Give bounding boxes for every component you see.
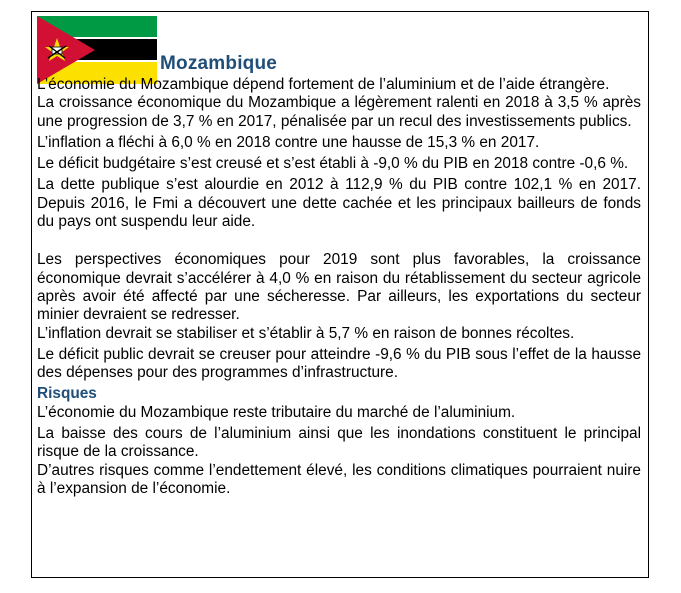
section-heading: Risques bbox=[37, 385, 97, 403]
country-title: Mozambique bbox=[160, 53, 278, 74]
paragraph: L’inflation devrait se stabiliser et s’établir à 5,7 % en raison de bonnes récoltes. bbox=[37, 324, 575, 342]
mozambique-flag-icon bbox=[37, 16, 157, 84]
paragraph: La baisse des cours de l’aluminium ainsi que les inondations constituent le principal risque de la croissance. bbox=[37, 425, 641, 461]
paragraph: La croissance économique du Mozambique a légèrement ralenti en 2018 à 3,5 % après une progression de 3,7 % en 2017, pénalisée par un recul des investissements publics. bbox=[37, 94, 641, 130]
paragraph: L’inflation a fléchi à 6,0 % en 2018 contre une hausse de 15,3 % en 2017. bbox=[37, 133, 540, 151]
paragraph: Les perspectives économiques pour 2019 sont plus favorables, la croissance économique devrait s’accélérer à 4,0 % en raison du rétablissement du secteur agricole après avoir été affecté par une sécheresse. Par ailleurs, les exportations du secteur minier devraient se redresser. bbox=[37, 251, 641, 324]
spacer bbox=[37, 231, 641, 251]
paragraph: L’économie du Mozambique dépend fortement de l’aluminium et de l’aide étrangère. bbox=[37, 76, 610, 93]
paragraph: D’autres risques comme l’endettement élevé, les conditions climatiques pourraient nuire à l’expansion de l’économie. bbox=[37, 461, 641, 497]
paragraph: Le déficit budgétaire s’est creusé et s’est établi à -9,0 % du PIB en 2018 contre -0,6 %. bbox=[37, 155, 629, 173]
document-body bbox=[37, 76, 641, 498]
paragraph: L’économie du Mozambique reste tributaire du marché de l’aluminium. bbox=[37, 403, 516, 421]
paragraph: La dette publique s’est alourdie en 2012 à 112,9 % du PIB contre 102,1 % en 2017. Depuis 2016, le Fmi a découvert une dette cachée et les principaux bailleurs de fonds du pays ont suspendu leur aide. bbox=[37, 176, 641, 231]
paragraph: Le déficit public devrait se creuser pour atteindre -9,6 % du PIB sous l’effet de la hausse des dépenses pour des programmes d’infrastructure. bbox=[37, 345, 641, 382]
